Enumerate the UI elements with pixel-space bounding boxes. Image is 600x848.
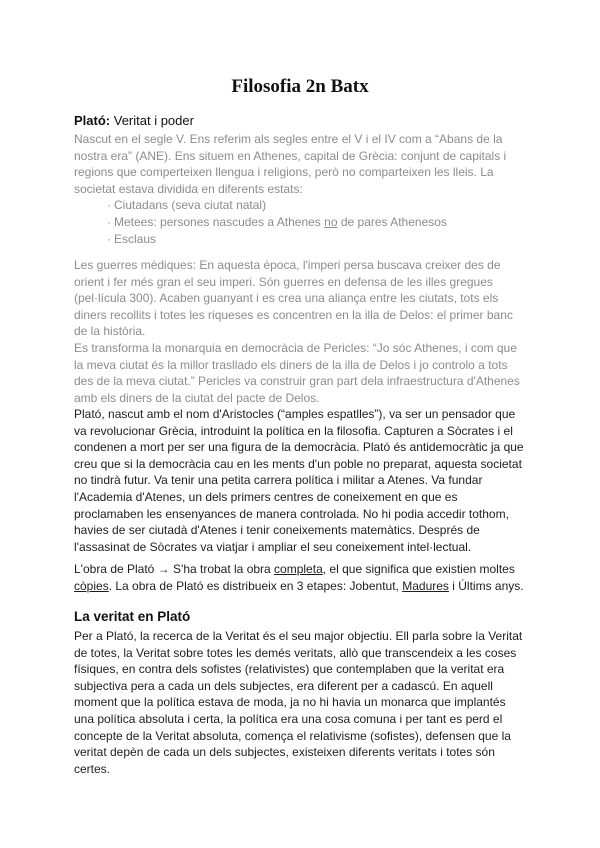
obra-text: , el que significa que existien moltes — [322, 562, 515, 576]
obra-text: . La obra de Plató es distribueix en 3 etapes: Jobentut, — [108, 578, 403, 593]
guerres-line: orient i fer més gran el seu imperi. Són guerres en defensa de les illes gregues — [74, 274, 493, 289]
bio-line: proclamaben les ensenyances de manera controlada. No hi podia accedir tothom, — [74, 506, 509, 521]
underlined-completa: completa — [274, 562, 323, 576]
obra-paragraph — [74, 561, 534, 594]
plato-heading-bold: Plató: — [74, 113, 111, 128]
estat-item-label-end: de pares Athenesos — [337, 214, 447, 229]
veritat-heading: La veritat en Plató — [74, 609, 191, 624]
pericles-line: amb els diners de la ciutat del pacte de Delos. — [74, 390, 320, 405]
guerres-paragraph — [74, 257, 534, 406]
intro-line: societat estava dividida en diferents estats: — [74, 181, 303, 196]
veritat-line: físiques, en contra dels sofistes (relativistes) que contemplaben que la veritat era — [74, 662, 505, 677]
estat-item-label: Metees: persones nascudes a Athenes — [114, 214, 325, 229]
veritat-line: moment que la política estava de moda, ja no hi havia un monarca que implantés — [74, 695, 506, 710]
bio-line: creu que si la democràcia cau en les ments d'un poble no preparat, aquesta societat — [74, 456, 522, 471]
guerres-line: de la història. — [74, 324, 146, 339]
bio-line: Plató, nascut amb el nom d'Aristocles (“amples espatlles”), va ser un pensador que — [74, 407, 516, 421]
veritat-line: concepte de la Veritat absoluta, comença el relativisme (sofistes), defensen que la — [74, 728, 511, 743]
pericles-line: la meva ciutat és la millor trasllado els diners de la illa de Delos i jo controlo a tots — [74, 357, 508, 372]
guerres-line: (pel·lícula 300). Acaben guanyant i es crea una aliança entre les ciutats, tots els — [74, 291, 499, 306]
obra-text: i Últims anys. — [448, 578, 524, 593]
intro-paragraph — [74, 131, 534, 247]
estat-item-label: Esclaus — [114, 231, 157, 246]
estat-item-label: Ciutadans (seva ciutat natal) — [114, 198, 267, 213]
veritat-line: veritat depèn de cada un dels subjectes, existeixen diferents veritats i totes són — [74, 745, 495, 760]
obra-line-2 — [74, 578, 534, 595]
underlined-no: no — [324, 214, 338, 229]
underlined-copies: còpies — [74, 578, 109, 593]
estat-item-esclaus — [74, 231, 534, 248]
plato-heading-rest: Veritat i poder — [110, 113, 194, 128]
guerres-line: diners recollits i totes les riqueses es concentren en la illa de Delos: el primer banc — [74, 307, 513, 322]
veritat-paragraph — [74, 628, 534, 777]
bullet-dot-icon: · — [107, 214, 111, 229]
estat-item-ciutadans — [74, 197, 534, 214]
underlined-madures: Madures — [402, 578, 449, 593]
bio-line: va revolucionar Grècia, introduint la política en la filosofia. Capturen a Sòcrates i el — [74, 423, 513, 438]
plato-bio-paragraph — [74, 406, 534, 555]
bio-line: l'Academia d'Atenes, un dels primers centres de coneixement en que es — [74, 489, 458, 504]
pericles-line: Es transforma la monarquia en democràcia de Pericles: “Jo sóc Athenes, i com que — [74, 340, 517, 355]
bio-line: l'assasinat de Sòcrates va viatjar i ampliar el seu coneixement intel·lectual. — [74, 539, 472, 554]
veritat-line: de totes, la Veritat sobre totes les demés veritats, allò que transcendeix a les coses — [74, 645, 517, 660]
intro-line: nostra era” (ANE). Ens situem en Athenes, capital de Grècia: conjunt de capitals i — [74, 148, 507, 163]
obra-line-1 — [74, 561, 534, 578]
plato-heading — [74, 113, 194, 129]
page-title: Filosofia 2n Batx — [231, 76, 369, 97]
bio-line: condenen a mort per ser una figura de la democràcia. Plató és antidemocràtic ja que — [74, 440, 524, 455]
veritat-line: una política absoluta i certa, la política era una cosa comuna i per tant es perd el — [74, 711, 503, 726]
intro-line: regions que comperteixen llengua i religions, però no comparteixen les lleis. La — [74, 165, 494, 180]
bullet-dot-icon: · — [107, 231, 111, 246]
estat-item-metees — [74, 214, 534, 231]
bio-line: havies de ser ciutadà d'Atenes i tenir coneixements matemàtics. Després de — [74, 523, 480, 538]
bullet-dot-icon: · — [107, 198, 111, 213]
bio-line: no tindrà futur. Va tenir una petita carrera política i militar a Atenes. Va fundar — [74, 473, 483, 488]
obra-text: L'obra de Plató → S'ha trobat la obra — [74, 562, 275, 576]
veritat-line: Per a Plató, la recerca de la Veritat és el seu major objectiu. Ell parla sobre la Veritat — [74, 629, 523, 643]
intro-line: Nascut en el segle V. Ens referim als segles entre el V i el IV com a “Abans de la — [74, 132, 503, 146]
pericles-line: des de la meva ciutat.” Pericles va construir gran part dela infraestructura d'Athenes — [74, 374, 520, 389]
veritat-line: certes. — [74, 761, 111, 776]
guerres-line: Les guerres mèdiques: En aquesta època, l'imperi persa buscava creixer des de — [74, 258, 501, 272]
veritat-line: subjectiva pera a cada un dels subjectes, era diferent per a cadascú. En aquell — [74, 678, 493, 693]
